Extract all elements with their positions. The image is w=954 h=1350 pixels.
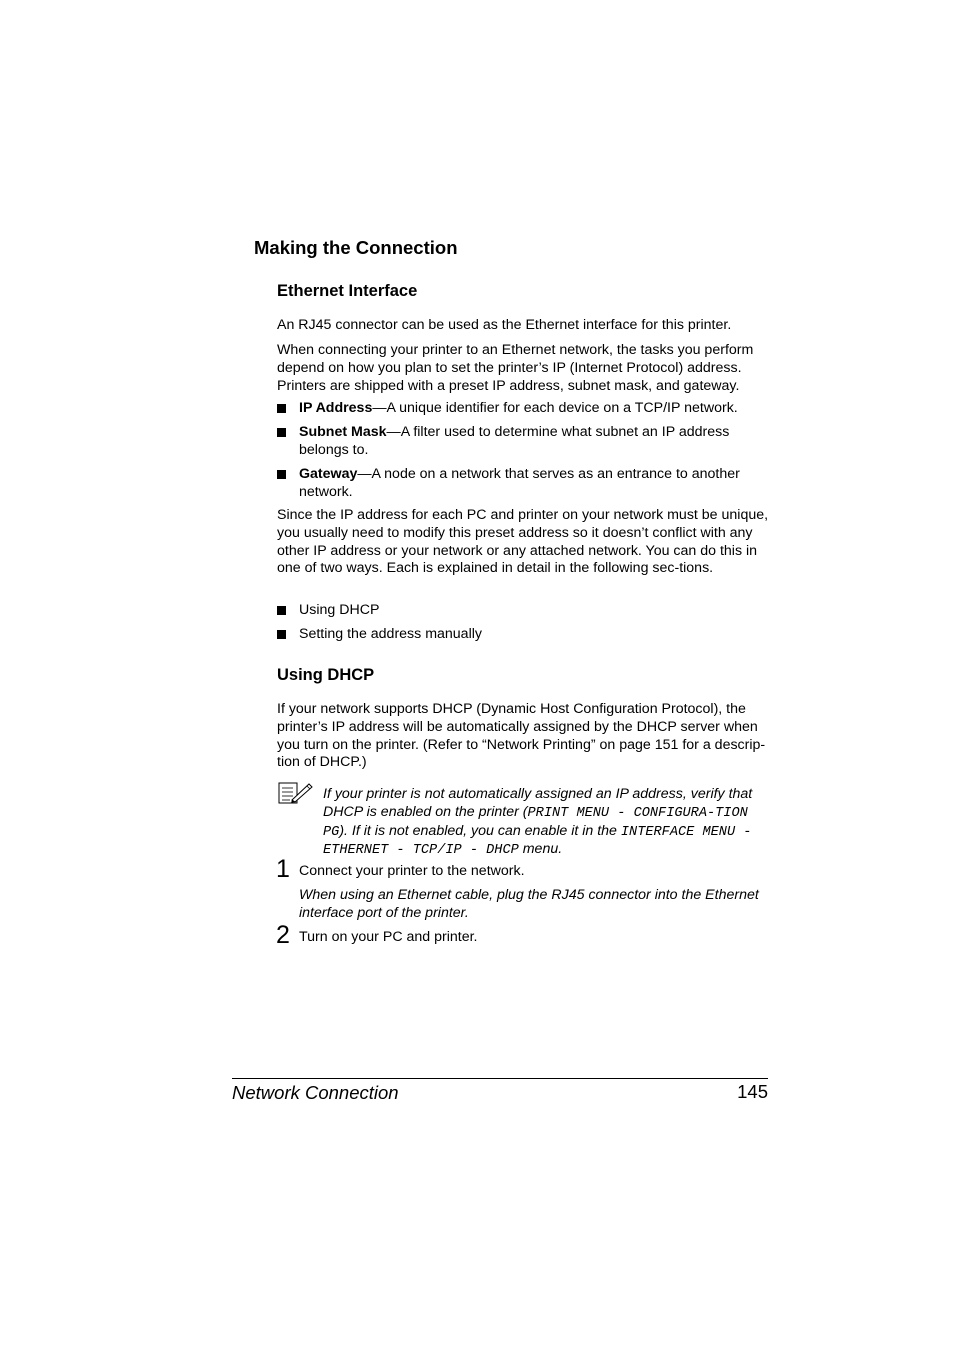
definition-ip-address	[277, 400, 769, 418]
term: Subnet Mask	[299, 424, 387, 440]
definition-text: —A unique identifier for each device on a TCP/IP network.	[372, 400, 738, 416]
step-number-2: 2	[276, 921, 290, 949]
menu-path-config-page: PRINT MENU - CONFIGURA-TION PG	[323, 805, 748, 840]
paragraph-rj45: An RJ45 connector can be used as the Ethernet interface for this printer.	[277, 317, 732, 333]
definition-text: —A filter used to determine what subnet an IP address belongs to.	[299, 424, 730, 458]
bullet-square-icon	[277, 606, 286, 615]
footer-divider	[232, 1078, 768, 1079]
step-number-1: 1	[276, 855, 290, 883]
definition-gateway	[277, 466, 769, 502]
footer-chapter-title: Network Connection	[232, 1082, 399, 1103]
bullet-square-icon	[277, 470, 286, 479]
paragraph-unique-ip: Since the IP address for each PC and printer on your network must be unique, you usually need to modify this preset address so it doesn’t conflict with any other IP address or your network or any attached network. You can do this in one of two ways. Each is explained in detail in the following sec-tions.	[277, 507, 769, 577]
step-1-text: Connect your printer to the network.	[299, 863, 525, 879]
definition-text: —A node on a network that serves as an entrance to another network.	[299, 466, 740, 500]
paragraph-connecting: When connecting your printer to an Ethernet network, the tasks you perform depend on how you plan to set the printer’s IP (Internet Protocol) address. Printers are shipped with a preset IP address, subnet mask, and gateway.	[277, 342, 754, 394]
step-2-text: Turn on your PC and printer.	[299, 929, 478, 945]
term: Gateway	[299, 466, 358, 482]
bullet-square-icon	[277, 404, 286, 413]
definition-subnet-mask	[277, 424, 769, 460]
heading-ethernet-interface: Ethernet Interface	[277, 282, 418, 300]
list-item-using-dhcp: Using DHCP	[277, 602, 769, 620]
bullet-square-icon	[277, 428, 286, 437]
paragraph-dhcp: If your network supports DHCP (Dynamic Host Configuration Protocol), the printer’s IP address will be automatically assigned by the DHCP server when you turn on the printer. (Refer to “Network Printing” on page 151 for a descrip-tion of DHCP.)	[277, 701, 766, 771]
step-1-detail: When using an Ethernet cable, plug the RJ45 connector into the Ethernet interface port of the printer.	[299, 887, 759, 921]
bullet-square-icon	[277, 630, 286, 639]
note-dhcp-enabled: If your printer is not automatically assigned an IP address, verify that DHCP is enabled on the printer (PRINT MENU - CONFIGURA-TION PG). If it is not enabled, you can enable it in the INTERFACE MENU - ETHERNET - TCP/IP - DHCP menu.	[323, 786, 753, 859]
page-number: 145	[737, 1081, 768, 1102]
section-title: Making the Connection	[254, 237, 458, 258]
heading-using-dhcp: Using DHCP	[277, 666, 375, 684]
term: IP Address	[299, 400, 373, 416]
note-pencil-icon	[278, 780, 314, 804]
list-item-manual-address: Setting the address manually	[277, 626, 769, 644]
menu-path-dhcp: INTERFACE MENU - ETHERNET - TCP/IP - DHCP	[323, 824, 752, 859]
